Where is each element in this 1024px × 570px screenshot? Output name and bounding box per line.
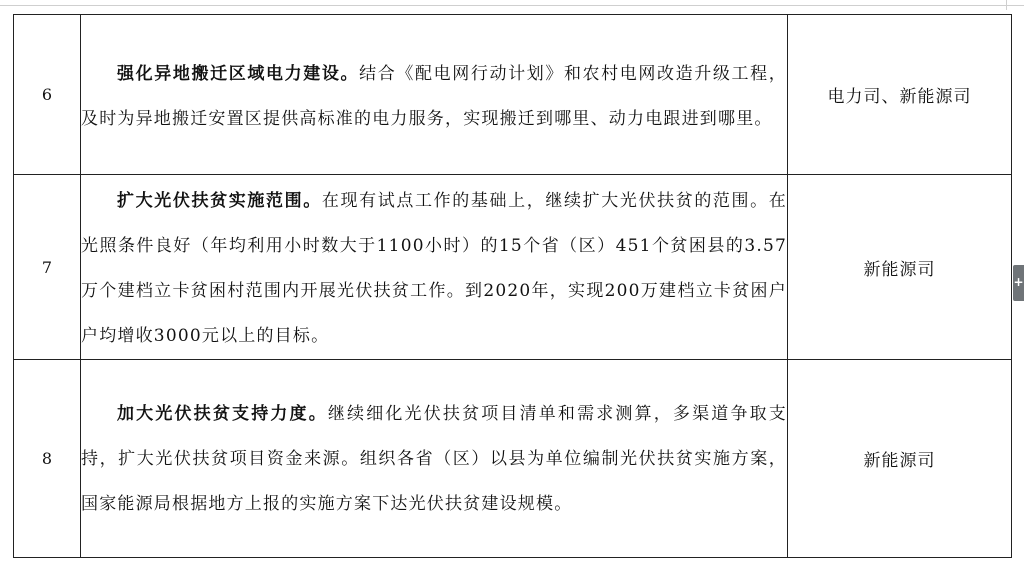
responsible-department: 新能源司: [788, 360, 1012, 558]
responsible-department: 新能源司: [788, 175, 1012, 360]
page-right-edge-mark: [1006, 0, 1007, 10]
task-paragraph: [81, 390, 787, 527]
task-title: 加大光伏扶贫支持力度。: [117, 404, 328, 424]
row-number: 6: [14, 15, 81, 175]
task-description: [81, 360, 788, 558]
task-body: 结合《配电网行动计划》和农村电网改造升级工程，及时为异地搬迁安置区提供高标准的电力服务，实现搬迁到哪里、动力电跟进到哪里。: [81, 64, 787, 129]
responsible-department: 电力司、新能源司: [788, 15, 1012, 175]
task-body: 继续细化光伏扶贫项目清单和需求测算，多渠道争取支持，扩大光伏扶贫项目资金来源。组织各省（区）以县为单位编制光伏扶贫实施方案，国家能源局根据地方上报的实施方案下达光伏扶贫建设规模。: [81, 404, 787, 514]
task-description: [81, 175, 788, 360]
task-body: 在现有试点工作的基础上，继续扩大光伏扶贫的范围。在光照条件良好（年均利用小时数大于1100小时）的15个省（区）451个贫困县的3.57万个建档立卡贫困村范围内开展光伏扶贫工作。到2020年，实现200万建档立卡贫困户户均增收3000元以上的目标。: [81, 191, 788, 346]
page-top-edge: [0, 0, 1024, 6]
task-paragraph: [81, 47, 787, 142]
table-row: [14, 175, 1012, 360]
task-description: [81, 15, 788, 175]
task-title: 扩大光伏扶贫实施范围。: [117, 191, 322, 211]
task-paragraph: [81, 175, 787, 359]
task-title: 强化异地搬迁区域电力建设。: [117, 64, 360, 84]
row-number: 8: [14, 360, 81, 558]
plus-icon[interactable]: +: [1013, 275, 1024, 289]
table-row: [14, 360, 1012, 558]
row-number: 7: [14, 175, 81, 360]
task-table: [13, 14, 1012, 558]
table-row: [14, 15, 1012, 175]
